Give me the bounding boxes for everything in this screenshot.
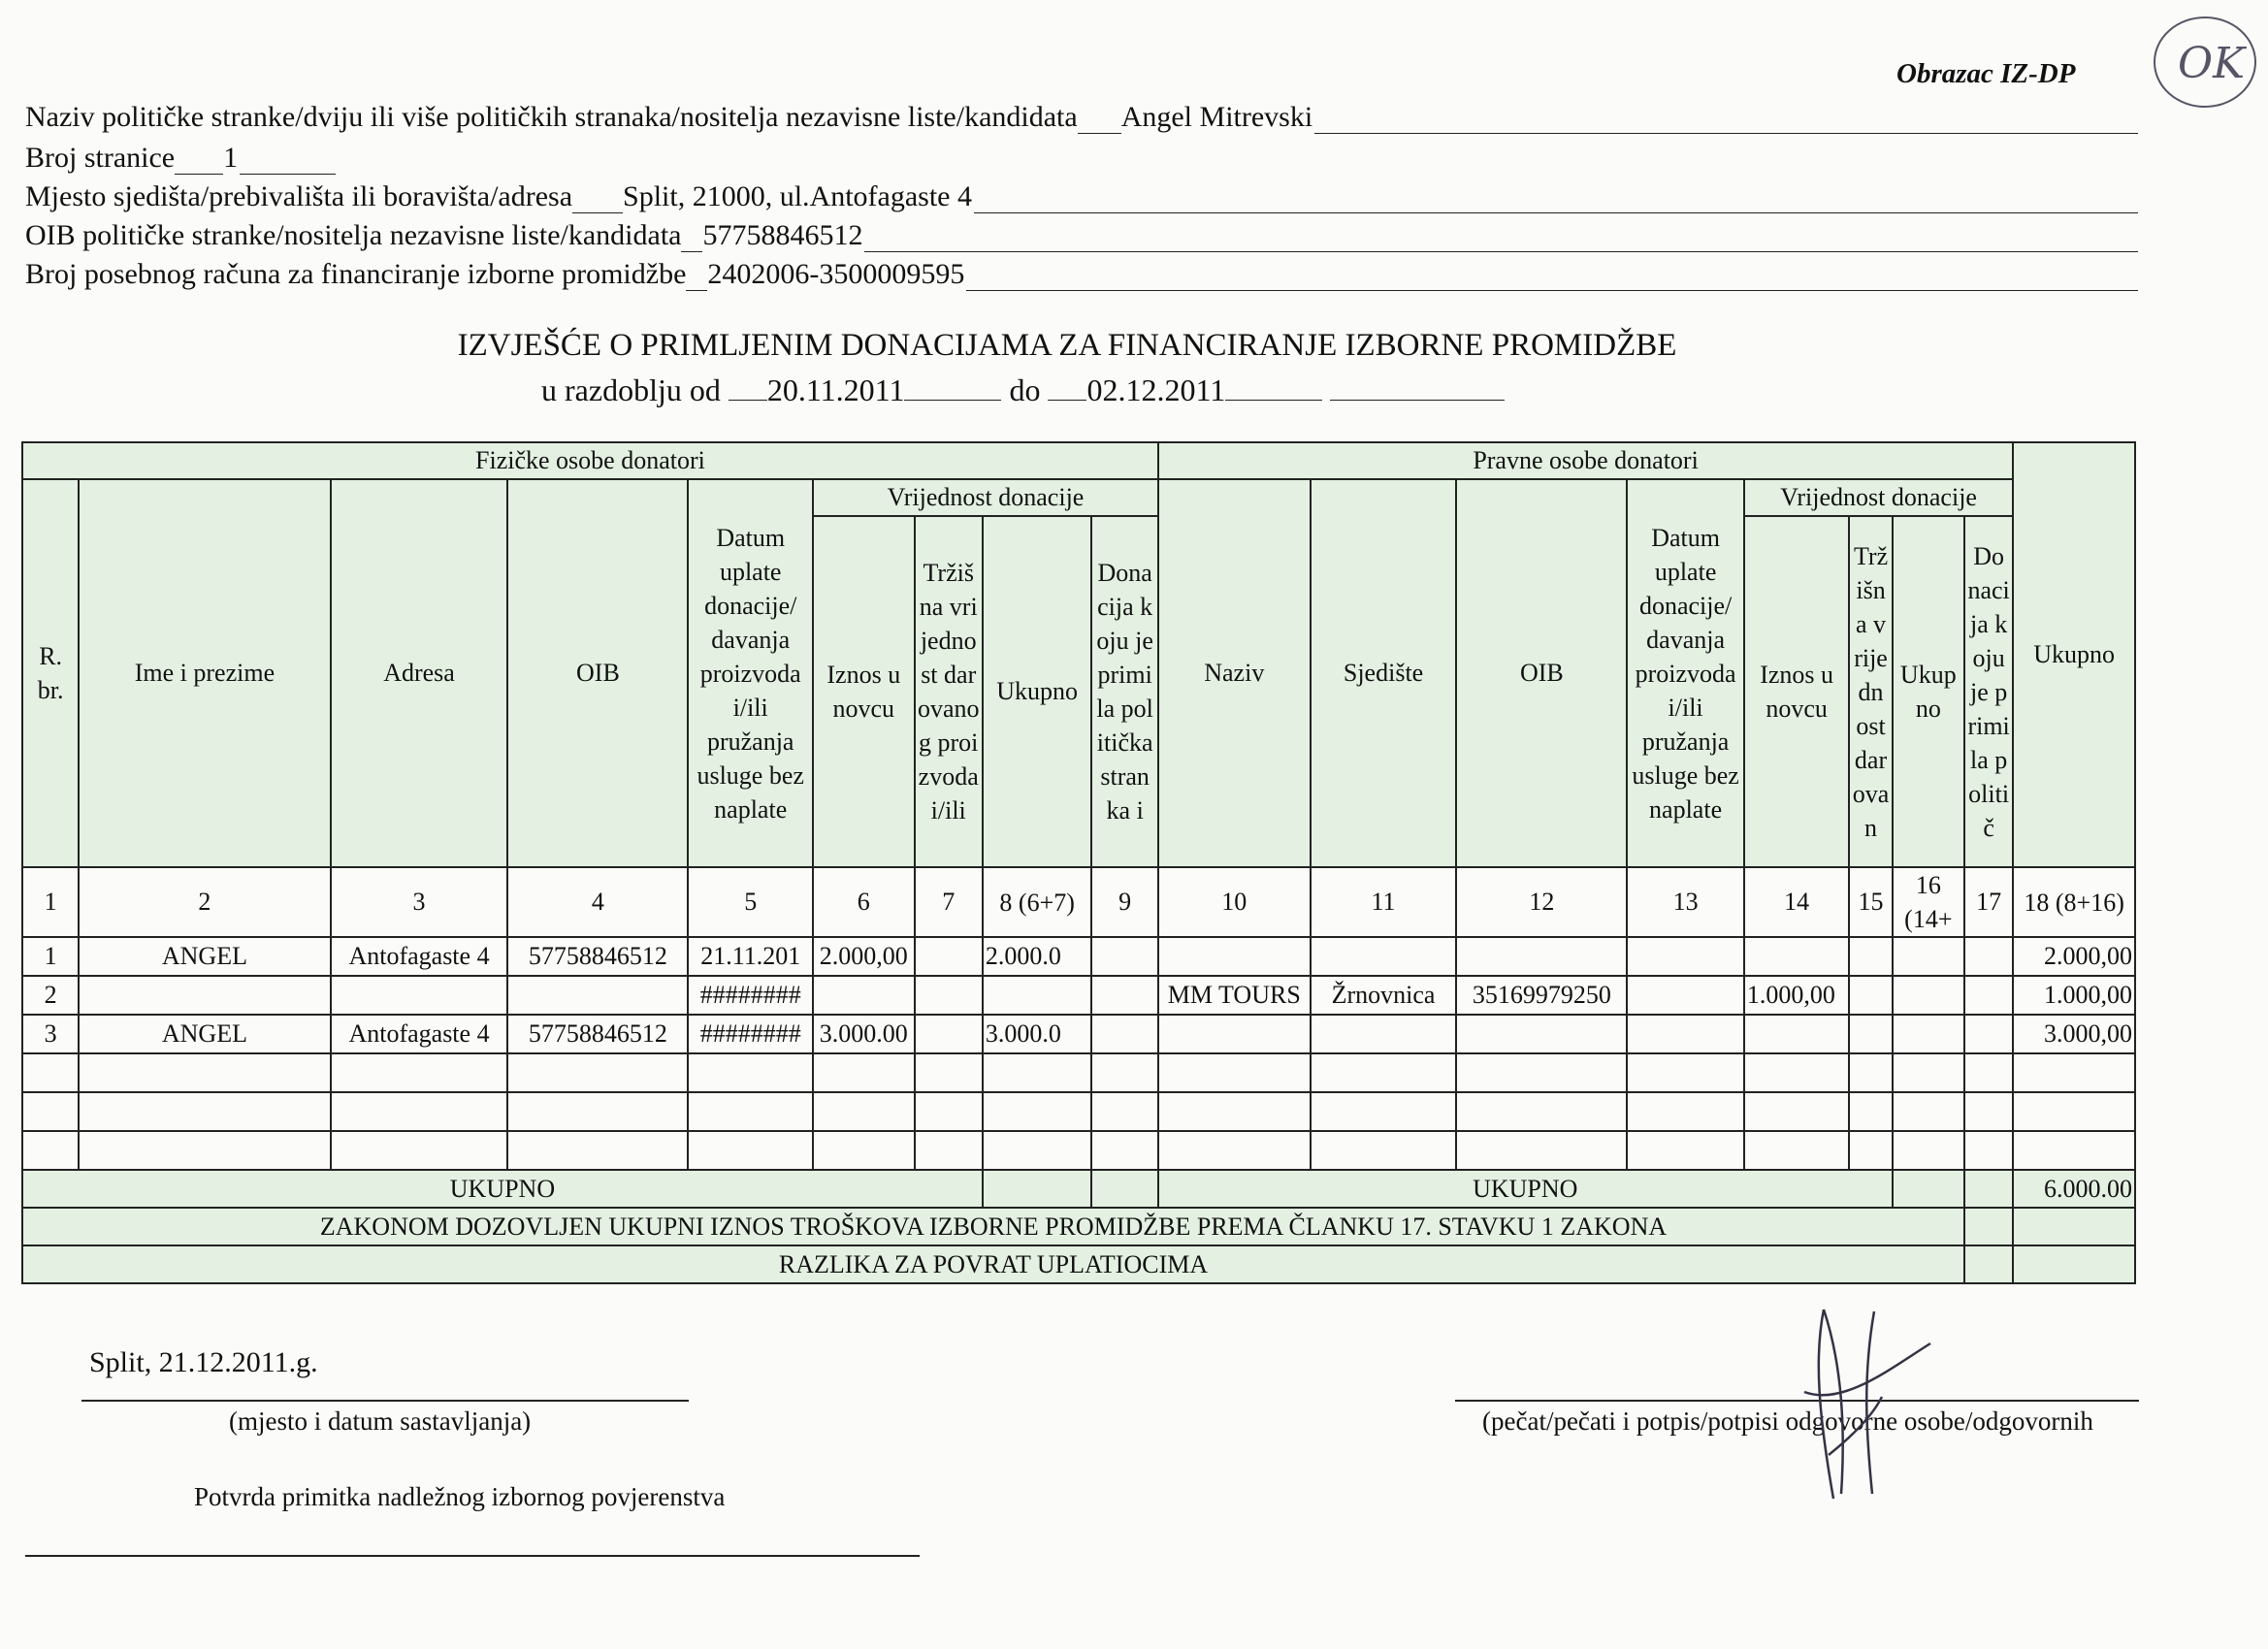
cell-received <box>1091 1092 1157 1131</box>
col-legal-oib: OIB <box>1456 479 1627 867</box>
group-physical: Fizičke osobe donatori <box>22 442 1158 479</box>
cell-legal-received <box>1964 937 2013 976</box>
cell-date: 21.11.201 <box>688 937 813 976</box>
cell-legal-market <box>1849 976 1892 1015</box>
place-date: Split, 21.12.2011.g. <box>89 1346 318 1378</box>
colnum: 17 <box>1964 867 2013 937</box>
cell-legal-oib <box>1456 1092 1627 1131</box>
cell-legal-cash <box>1744 937 1850 976</box>
cell-received <box>1091 1053 1157 1092</box>
cell-legal-total <box>1893 976 1964 1015</box>
cell-seat <box>1311 1092 1457 1131</box>
oib-value: 57758846512 <box>702 219 863 251</box>
cell-legal-market <box>1849 1053 1892 1092</box>
report-title: IZVJEŠĆE O PRIMLJENIM DONACIJAMA ZA FINANCIRANJE IZBORNE PROMIDŽBE <box>457 328 1677 363</box>
colnum: 12 <box>1456 867 1627 937</box>
col-seat: Sjedište <box>1311 479 1457 867</box>
cell-legal-market <box>1849 937 1892 976</box>
col-grand-total: Ukupno <box>2013 442 2135 867</box>
account-value: 2402006-3500009595 <box>707 258 965 290</box>
cell-address: Antofagaste 4 <box>331 1015 508 1053</box>
column-numbers-row <box>22 867 2135 937</box>
value-group-physical: Vrijednost donacije <box>813 479 1158 516</box>
cell-total: 2.000.0 <box>983 937 1092 976</box>
period-from: 20.11.2011 <box>766 372 905 407</box>
cell-name <box>79 1092 330 1131</box>
total-row <box>22 1170 2135 1208</box>
cell-address <box>331 1092 508 1131</box>
cell-market <box>915 1053 983 1092</box>
confirmation-line <box>25 1555 920 1557</box>
cell-cash: 3.000.00 <box>813 1015 915 1053</box>
legal-limit-label: ZAKONOM DOZOVLJEN UKUPNI IZNOS TROŠKOVA IZBORNE PROMIDŽBE PREMA ČLANKU 17. STAVKU 1 ZAKONA <box>22 1208 1964 1245</box>
colnum: 9 <box>1091 867 1157 937</box>
cell-date <box>688 1092 813 1131</box>
colnum: 6 <box>813 867 915 937</box>
signature-scribble <box>1785 1300 1960 1508</box>
cell-total <box>983 1092 1092 1131</box>
cell-address <box>331 1131 508 1170</box>
col-rbr: R. br. <box>22 479 79 867</box>
page-label: Broj stranice <box>25 142 176 174</box>
colnum: 3 <box>331 867 508 937</box>
cell-legal-date <box>1627 1053 1744 1092</box>
cell-legal-oib <box>1456 1131 1627 1170</box>
cell-rbr <box>22 1131 79 1170</box>
cell-received <box>1091 1131 1157 1170</box>
ok-handwritten-mark <box>2149 12 2260 113</box>
page-value: 1 <box>223 142 239 174</box>
cell-oib: 57758846512 <box>507 937 688 976</box>
cell-name <box>79 1053 330 1092</box>
col-legal-cash: Iznos u novcu <box>1744 516 1850 867</box>
cell-legal-total <box>1893 1053 1964 1092</box>
oib-label: OIB političke stranke/nositelja nezavisne liste/kandidata <box>25 219 682 251</box>
cell-grand-total <box>2013 1092 2135 1131</box>
cell-address: Antofagaste 4 <box>331 937 508 976</box>
colnum: 10 <box>1158 867 1311 937</box>
period-prefix: u razdoblju od <box>541 372 721 407</box>
cell-legal-received <box>1964 1053 2013 1092</box>
table-row <box>22 937 2135 976</box>
colnum: 16 (14+ <box>1893 867 1964 937</box>
col-legal-total: Ukupno <box>1893 516 1964 867</box>
cell-grand-total <box>2013 1131 2135 1170</box>
cell-legal-cash <box>1744 1092 1850 1131</box>
signature-caption: (pečat/pečati i potpis/potpisi odgovorne osobe/odgovornih <box>1482 1406 2093 1436</box>
cell-legal-total <box>1893 1015 1964 1053</box>
party-label: Naziv političke stranke/dviju ili više političkih stranaka/nositelja nezavisne liste/kandidata <box>25 101 1078 133</box>
table-row <box>22 1131 2135 1170</box>
cell-cash <box>813 1053 915 1092</box>
cell-legal-market <box>1849 1131 1892 1170</box>
col-address: Adresa <box>331 479 508 867</box>
cell-legal-date <box>1627 976 1744 1015</box>
cell-date: ######## <box>688 1015 813 1053</box>
cell-oib <box>507 1053 688 1092</box>
cell-date: ######## <box>688 976 813 1015</box>
cell-market <box>915 976 983 1015</box>
cell-seat <box>1311 1015 1457 1053</box>
cell-legal-date <box>1627 1092 1744 1131</box>
cell-legal-oib: 35169979250 <box>1456 976 1627 1015</box>
col-legal-name: Naziv <box>1158 479 1311 867</box>
confirmation-label: Potvrda primitka nadležnog izbornog povjerenstva <box>194 1482 726 1511</box>
cell-legal-cash <box>1744 1015 1850 1053</box>
party-line <box>25 95 2138 134</box>
cell-legal-total <box>1893 1131 1964 1170</box>
col-legal-date: Datum uplate donacije/ davanja proizvoda i/ili pružanja usluge bez naplate <box>1627 479 1744 867</box>
cell-received <box>1091 976 1157 1015</box>
colnum: 14 <box>1744 867 1850 937</box>
cell-name <box>79 1131 330 1170</box>
cell-seat: Žrnovnica <box>1311 976 1457 1015</box>
col-cash: Iznos u novcu <box>813 516 915 867</box>
total-label-legal: UKUPNO <box>1158 1170 1893 1208</box>
cell-legal-name <box>1158 1015 1311 1053</box>
place-date-caption: (mjesto i datum sastavljanja) <box>229 1406 532 1436</box>
refund-row <box>22 1245 2135 1283</box>
cell-legal-market <box>1849 1092 1892 1131</box>
cell-oib <box>507 1131 688 1170</box>
cell-legal-oib <box>1456 937 1627 976</box>
cell-grand-total: 2.000,00 <box>2013 937 2135 976</box>
cell-total <box>983 1053 1092 1092</box>
cell-address <box>331 1053 508 1092</box>
cell-legal-name <box>1158 937 1311 976</box>
cell-seat <box>1311 1131 1457 1170</box>
cell-legal-total <box>1893 1092 1964 1131</box>
cell-legal-name <box>1158 1131 1311 1170</box>
cell-rbr <box>22 1053 79 1092</box>
col-received: Donacija koju je primila politička stranka i <box>1091 516 1157 867</box>
cell-oib <box>507 1092 688 1131</box>
colnum: 7 <box>915 867 983 937</box>
cell-legal-name <box>1158 1053 1311 1092</box>
cell-cash <box>813 976 915 1015</box>
total-label-physical: UKUPNO <box>22 1170 983 1208</box>
colnum: 8 (6+7) <box>983 867 1092 937</box>
colnum: 5 <box>688 867 813 937</box>
col-legal-market: Tržišna vrijednost darovan <box>1849 516 1892 867</box>
cell-legal-received <box>1964 1092 2013 1131</box>
cell-name: ANGEL <box>79 937 330 976</box>
cell-cash <box>813 1131 915 1170</box>
cell-cash <box>813 1092 915 1131</box>
ok-mark-text: OK <box>2178 39 2245 88</box>
account-label: Broj posebnog računa za financiranje izborne promidžbe <box>25 258 687 290</box>
cell-cash: 2.000,00 <box>813 937 915 976</box>
cell-seat <box>1311 937 1457 976</box>
cell-legal-oib <box>1456 1015 1627 1053</box>
period-mid: do <box>1009 372 1041 407</box>
cell-address <box>331 976 508 1015</box>
cell-legal-cash: 1.000,00 <box>1744 976 1850 1015</box>
cell-rbr: 2 <box>22 976 79 1015</box>
colnum: 1 <box>22 867 79 937</box>
cell-legal-received <box>1964 976 2013 1015</box>
table-row <box>22 1053 2135 1092</box>
cell-legal-name <box>1158 1092 1311 1131</box>
cell-received <box>1091 1015 1157 1053</box>
cell-market <box>915 1015 983 1053</box>
cell-market <box>915 1131 983 1170</box>
donations-table <box>21 441 2136 1284</box>
address-label: Mjesto sjedišta/prebivališta ili boravišta/adresa <box>25 180 573 212</box>
cell-legal-received <box>1964 1015 2013 1053</box>
cell-legal-total <box>1893 937 1964 976</box>
form-code: Obrazac IZ-DP <box>1896 58 2076 89</box>
cell-legal-date <box>1627 1131 1744 1170</box>
cell-date <box>688 1053 813 1092</box>
total-value: 6.000.00 <box>2013 1170 2135 1208</box>
cell-total: 3.000.0 <box>983 1015 1092 1053</box>
col-oib: OIB <box>507 479 688 867</box>
cell-seat <box>1311 1053 1457 1092</box>
cell-oib <box>507 976 688 1015</box>
account-line <box>25 252 2138 291</box>
col-date: Datum uplate donacije/ davanja proizvoda i/ili pružanja usluge bez naplate <box>688 479 813 867</box>
cell-name: ANGEL <box>79 1015 330 1053</box>
legal-limit-row <box>22 1208 2135 1245</box>
cell-received <box>1091 937 1157 976</box>
table-row <box>22 1092 2135 1131</box>
cell-grand-total: 1.000,00 <box>2013 976 2135 1015</box>
cell-oib: 57758846512 <box>507 1015 688 1053</box>
colnum: 15 <box>1849 867 1892 937</box>
cell-legal-oib <box>1456 1053 1627 1092</box>
cell-grand-total: 3.000,00 <box>2013 1015 2135 1053</box>
cell-date <box>688 1131 813 1170</box>
colnum: 11 <box>1311 867 1457 937</box>
cell-legal-name: MM TOURS <box>1158 976 1311 1015</box>
address-line <box>25 175 2138 213</box>
colnum: 2 <box>79 867 330 937</box>
cell-legal-cash <box>1744 1131 1850 1170</box>
cell-rbr <box>22 1092 79 1131</box>
address-value: Split, 21000, ul.Antofagaste 4 <box>623 180 973 212</box>
cell-legal-cash <box>1744 1053 1850 1092</box>
oib-line <box>25 213 2138 252</box>
cell-rbr: 1 <box>22 937 79 976</box>
cell-legal-market <box>1849 1015 1892 1053</box>
cell-total <box>983 1131 1092 1170</box>
cell-rbr: 3 <box>22 1015 79 1053</box>
cell-legal-date <box>1627 937 1744 976</box>
cell-legal-received <box>1964 1131 2013 1170</box>
col-legal-received: Donacija koju je primila politič <box>1964 516 2013 867</box>
table-row <box>22 1015 2135 1053</box>
col-name: Ime i prezime <box>79 479 330 867</box>
group-legal: Pravne osobe donatori <box>1158 442 2013 479</box>
value-group-legal: Vrijednost donacije <box>1744 479 2013 516</box>
table-row <box>22 976 2135 1015</box>
party-value: Angel Mitrevski <box>1120 101 1313 133</box>
report-period <box>541 372 1505 408</box>
cell-grand-total <box>2013 1053 2135 1092</box>
cell-market <box>915 937 983 976</box>
col-market: Tržišna vrijednost darovanog proizvoda i/ili <box>915 516 983 867</box>
colnum: 13 <box>1627 867 1744 937</box>
refund-label: RAZLIKA ZA POVRAT UPLATIOCIMA <box>22 1245 1964 1283</box>
colnum: 18 (8+16) <box>2013 867 2135 937</box>
cell-market <box>915 1092 983 1131</box>
cell-legal-date <box>1627 1015 1744 1053</box>
place-date-line <box>81 1400 689 1402</box>
cell-total <box>983 976 1092 1015</box>
col-total: Ukupno <box>983 516 1092 867</box>
page-line <box>25 136 336 175</box>
cell-name <box>79 976 330 1015</box>
period-to: 02.12.2011 <box>1086 372 1226 407</box>
colnum: 4 <box>507 867 688 937</box>
